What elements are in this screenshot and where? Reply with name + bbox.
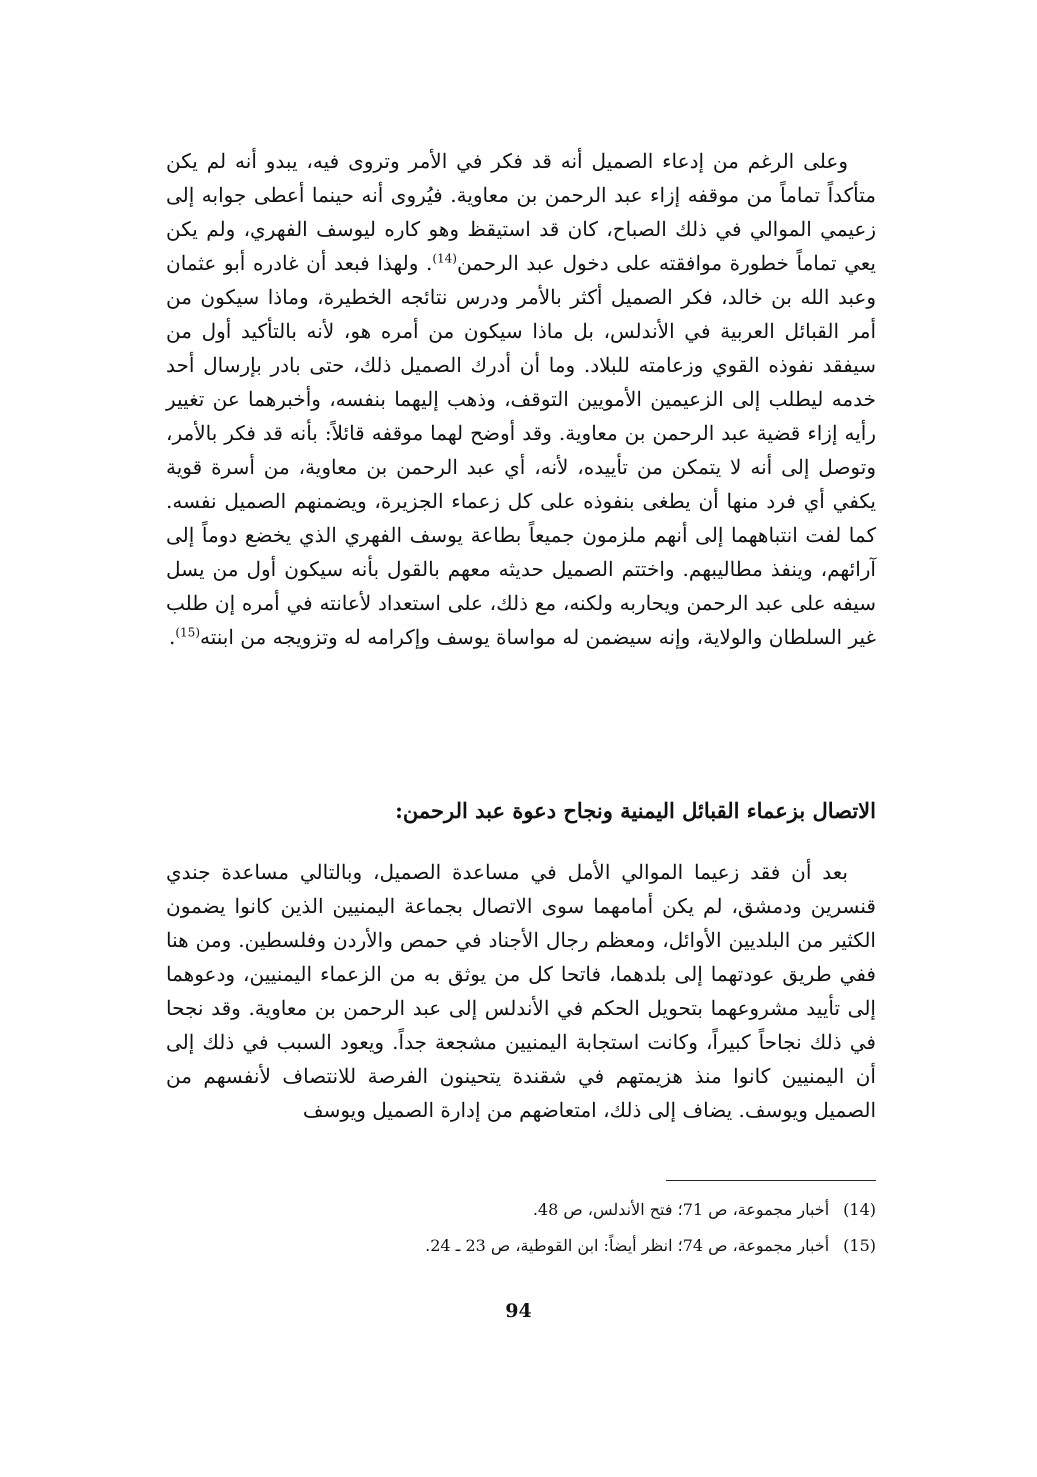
body-paragraph-1 bbox=[166, 144, 876, 764]
paragraph-2-text: بعد أن فقد زعيما الموالي الأمل في مساعدة الصميل، وبالتالي مساعدة جندي قنسرين ودمشق، لم يكن أمامهما سوى الاتصال بجماعة اليمنيين الذين كانوا يضمون الكثير من البلديين الأوائل، ومعظم رجال الأجناد في حمص والأردن وفلسطين. ومن هنا ففي طريق عودتهما إلى بلدهما، فاتحا كل من يوثق به من الزعماء اليمنيين، ودعوهما إلى تأييد مشروعهما بتحويل الحكم في الأندلس إلى عبد الرحمن بن معاوية. وقد نجحا في ذلك نجاحاً كبيراً، وكانت استجابة اليمنيين مشجعة جداً. ويعود السبب في ذلك إلى أن اليمنيين كانوا منذ هزيمتهم في شقندة يتحينون الفرصة للانتصاف لأنفسهم من الصميل ويوسف. يضاف إلى ذلك، امتعاضهم من إدارة الصميل ويوسف bbox=[166, 860, 876, 1122]
paragraph-1-part-a: وعلى الرغم من إدعاء الصميل أنه قد فكر في الأمر وتروى فيه، يبدو أنه لم يكن متأكداً تماماً من موقفه إزاء عبد الرحمن بن معاوية. فيُروى أنه حينما أعطى جوابه إلى زعيمي الموالي في ذلك الصباح، كان قد استيقظ وهو كاره ليوسف الفهري، ولم يكن يعي تماماً خطورة موافقته على دخول عبد الرحمن bbox=[166, 149, 876, 275]
footnote-number: (15) bbox=[843, 1236, 876, 1255]
footnote-reference-14[interactable]: (14) bbox=[432, 251, 457, 266]
paragraph-1-text bbox=[166, 144, 876, 654]
section-heading: الاتصال بزعماء القبائل اليمنية ونجاح دعوة عبد الرحمن: bbox=[395, 798, 876, 823]
footnote-number: (14) bbox=[843, 1200, 876, 1219]
footnote-reference-15[interactable]: (15) bbox=[175, 625, 200, 640]
footnotes bbox=[166, 1192, 876, 1264]
footnote-14 bbox=[166, 1192, 876, 1228]
paragraph-1-part-b: . ولهذا فبعد أن غادره أبو عثمان وعبد الله بن خالد، فكر الصميل أكثر بالأمر ودرس نتائجه الخطيرة، وماذا سيكون من أمر القبائل العربية في الأندلس، بل ماذا سيكون من أمره هو، لأنه بالتأكيد أول من سيفقد نفوذه القوي وزعامته للبلاد. وما أن أدرك الصميل ذلك، حتى بادر بإرسال أحد خدمه ليطلب إلى الزعيمين الأمويين التوقف، وذهب إليهما بنفسه، وأخبرهما عن تغيير رأيه إزاء قضية عبد الرحمن بن معاوية. وقد أوضح لهما موقفه قائلاً: بأنه قد فكر بالأمر، وتوصل إلى أنه لا يتمكن من تأييده، لأنه، أي عبد الرحمن بن معاوية، من أسرة قوية يكفي أي فرد منها أن يطغى بنفوذه على كل زعماء الجزيرة، ويضمنهم الصميل نفسه. كما لفت انتباههما إلى أنهم ملزمون جميعاً بطاعة يوسف الفهري الذي يخضع دوماً إلى آرائهم، وينفذ مطاليبهم. واختتم الصميل حديثه معهم بالقول بأنه سيكون أول من يسل سيفه على عبد الرحمن ويحاربه ولكنه، مع ذلك، على استعداد لأعانته في أمره إن طلب غير السلطان والولاية، وإنه سيضمن له مواساة يوسف وإكرامه له وتزويجه من ابنته bbox=[166, 251, 876, 649]
footnote-15 bbox=[166, 1228, 876, 1264]
footnote-text: أخبار مجموعة، ص 74؛ انظر أيضاً: ابن القوطية، ص 23 ـ 24. bbox=[425, 1236, 830, 1255]
paragraph-1-part-c: . bbox=[168, 625, 176, 649]
footnote-separator bbox=[666, 1180, 876, 1181]
page-number: 94 bbox=[505, 1300, 532, 1322]
body-paragraph-2 bbox=[166, 855, 876, 1165]
footnote-text: أخبار مجموعة، ص 71؛ فتح الأندلس، ص 48. bbox=[532, 1200, 830, 1219]
